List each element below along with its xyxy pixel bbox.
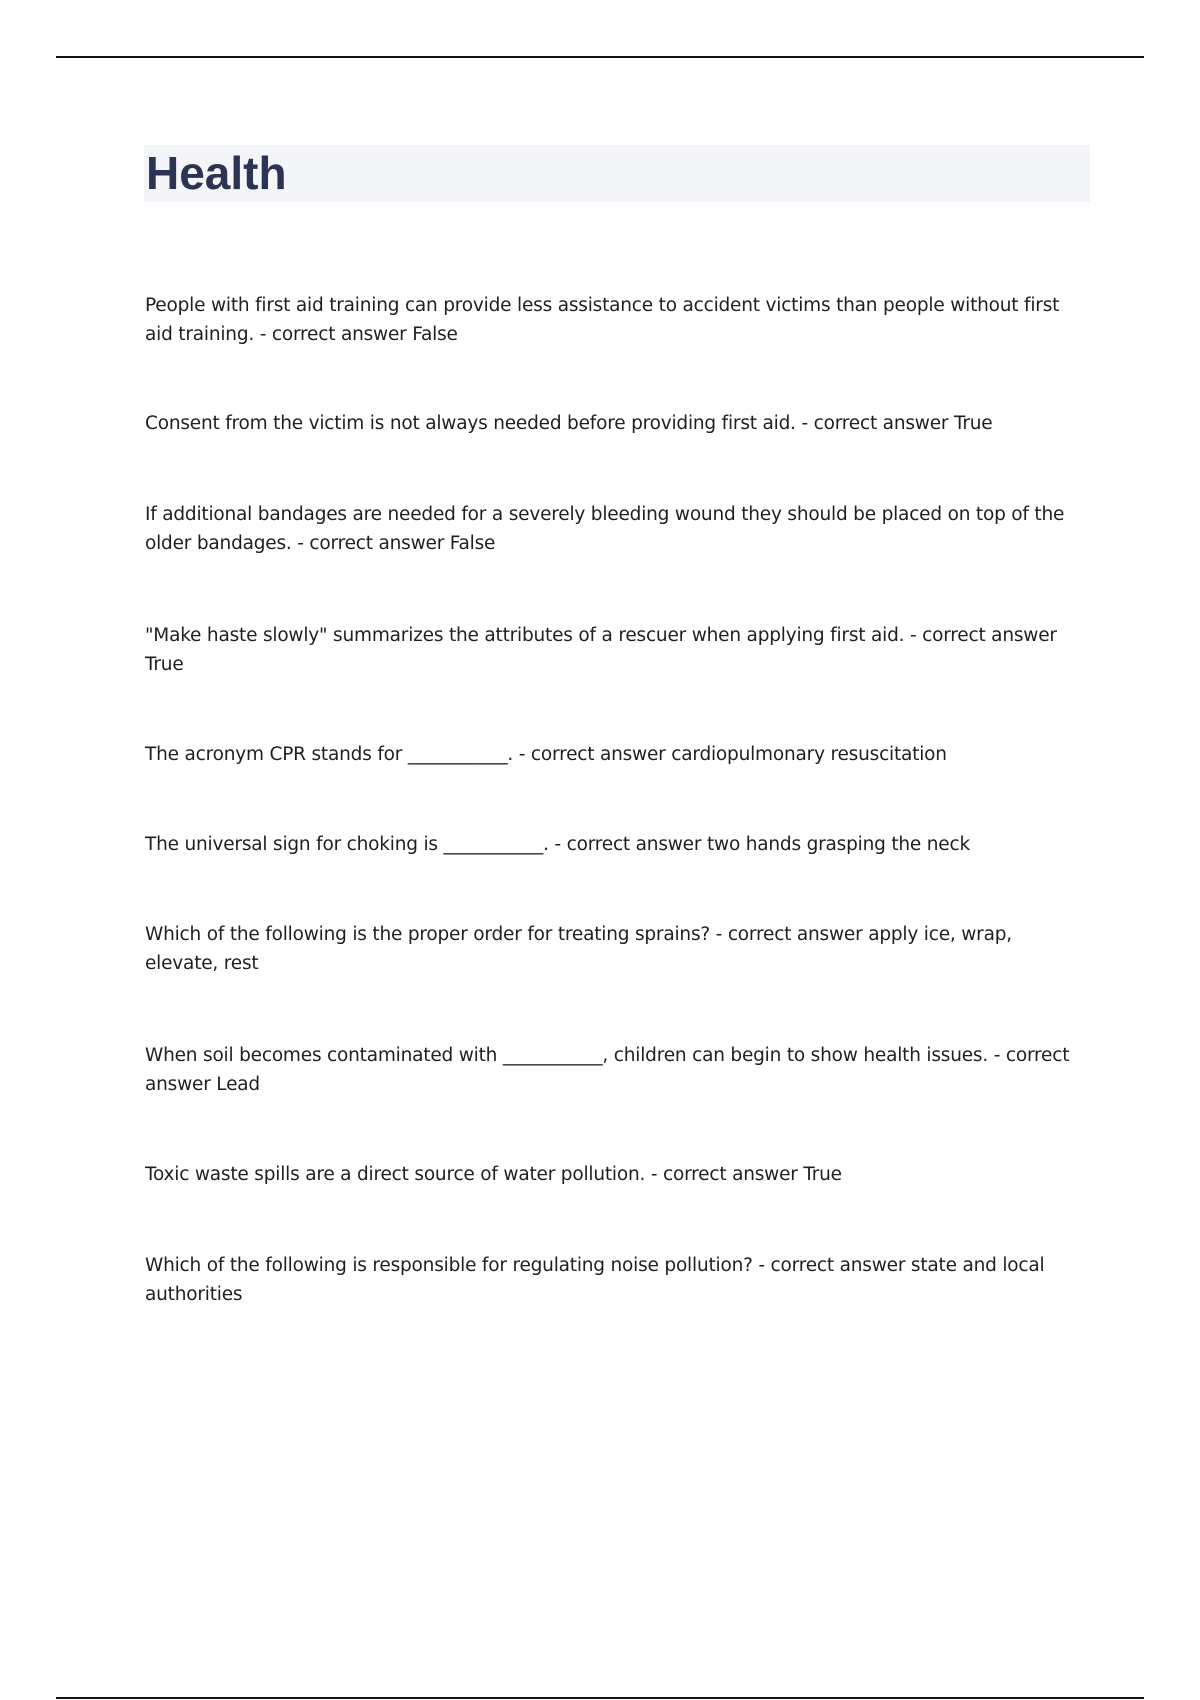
qa-item: The universal sign for choking is ___________. - correct answer two hands grasping the neck (145, 834, 970, 855)
qa-item: Which of the following is responsible for regulating noise pollution? - correct answer state and local authorities (145, 1255, 1045, 1305)
bottom-divider (56, 1697, 1144, 1699)
qa-item: When soil becomes contaminated with ___________, children can begin to show health issues. - correct answer Lead (145, 1045, 1070, 1095)
page-title: Health (146, 147, 287, 199)
qa-item: If additional bandages are needed for a severely bleeding wound they should be placed on top of the older bandages. - correct answer False (145, 504, 1065, 554)
top-divider (56, 56, 1144, 58)
qa-item: "Make haste slowly" summarizes the attributes of a rescuer when applying first aid. - correct answer True (145, 625, 1057, 675)
qa-item: The acronym CPR stands for ___________. - correct answer cardiopulmonary resuscitation (145, 744, 947, 765)
qa-item: Which of the following is the proper order for treating sprains? - correct answer apply ice, wrap, elevate, rest (145, 924, 1012, 974)
qa-item: People with first aid training can provide less assistance to accident victims than people without first aid training. - correct answer False (145, 295, 1060, 345)
qa-item: Consent from the victim is not always needed before providing first aid. - correct answer True (145, 413, 993, 434)
qa-item: Toxic waste spills are a direct source of water pollution. - correct answer True (145, 1164, 842, 1185)
title-band (144, 145, 1090, 202)
